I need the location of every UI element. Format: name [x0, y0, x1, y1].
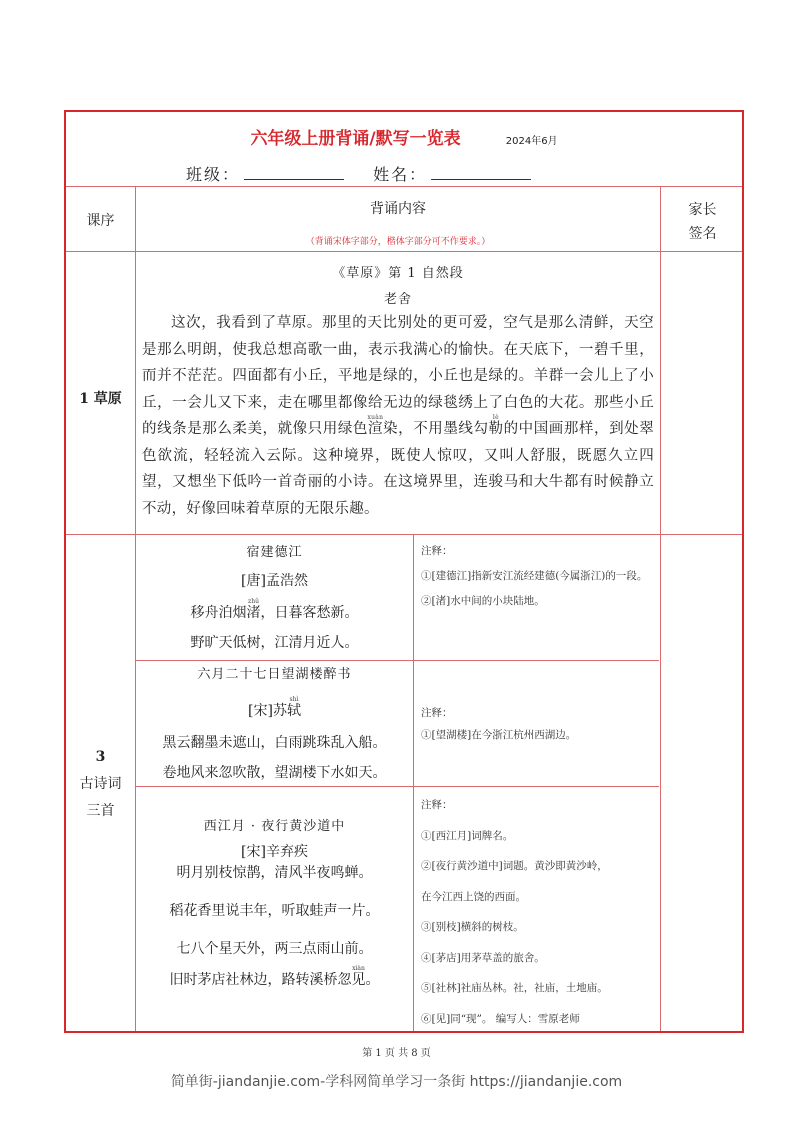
note-item: ①[西江月]词牌名。 — [421, 829, 514, 842]
passage-text — [142, 310, 654, 522]
poem-2-line-2: 卷地风来忽吹散，望湖楼下水如天。 — [162, 765, 387, 781]
passage-part-1: 这次，我看到了草原。那里的天比别处的更可爱，空气是那么清鲜，天空是那么明朗，使我总想高歌一曲，表示我满心的愉快。在天底下，一碧千里，而并不茫茫。四面都有小丘，平地是绿的，小丘也是绿的。羊群一会儿上了小丘，一会儿又下来，走在哪里都像给无边的绿毯绣上了白色的大花。那些小丘的线条是那么柔美，就像只用绿色 — [142, 315, 654, 437]
poem-3-line-2: 稻花香里说丰年，听取蛙声一片。 — [169, 903, 380, 919]
ruby-le: 勒lè — [488, 414, 504, 437]
note-item: ①[望湖楼]在今浙江杭州西湖边。 — [421, 729, 577, 741]
class-blank[interactable] — [244, 165, 344, 180]
poem-1-title: 宿建德江 — [246, 545, 303, 560]
poem-3-title: 西江月 · 夜行黄沙道中 — [203, 819, 346, 834]
column-header-content: 背诵内容 — [370, 201, 426, 217]
passage-part-3: 的中国画那样，到处翠色欲流，轻轻流入云际。这种境界，既使人惊叹，又叫人舒服，既愿久立四望，又想坐下低吟一首奇丽的小诗。在这境界里，连骏马和大牛都有时候静立不动，好像回味着草原的无限乐趣。 — [142, 421, 654, 517]
name-label: 姓名： — [373, 165, 428, 184]
lesson-number: 3 — [95, 749, 106, 765]
note-item: ③[别枝]横斜的树枝。 — [421, 921, 524, 933]
poem-1-notes — [421, 539, 657, 614]
date-label: 2024年6月 — [505, 136, 558, 147]
note-item: 在今江西上饶的西面。 — [421, 890, 526, 903]
poem-1-line-1: 移舟泊烟渚zhǔ，日暮客愁新。 — [190, 598, 359, 621]
divider — [413, 534, 414, 1031]
poem-3 — [136, 815, 413, 992]
divider — [66, 186, 742, 187]
lesson-cell-3 — [66, 744, 135, 825]
passage-part-2: 染，不用墨线勾 — [382, 421, 489, 437]
note-item: ①[建德江]指新安江流经建德(今属浙江)的一段。 — [421, 570, 648, 582]
note-item: ②[渚]水中间的小块陆地。 — [421, 595, 545, 607]
poem-3-line-3: 七八个星天外，两三点雨山前。 — [176, 941, 373, 957]
poem-3-line-4: 旧时茅店社林边，路转溪桥忽见xiàn。 — [169, 965, 380, 988]
note-item: ②[夜行黄沙道中]词题。黄沙即黄沙岭， — [421, 860, 608, 872]
page-title: 六年级上册背诵/默写一览表 — [250, 129, 461, 149]
poem-1 — [136, 540, 413, 656]
divider — [135, 786, 659, 787]
poem-2-title: 六月二十七日望湖楼醉书 — [197, 667, 352, 682]
poem-2-author: [宋]苏轼shì — [248, 696, 301, 719]
divider — [66, 534, 742, 535]
poem-2-line-1: 黑云翻墨未遮山，白雨跳珠乱入船。 — [162, 735, 387, 751]
note-item: ⑥[见]同“现”。 编写人：雪原老师 — [421, 1012, 580, 1025]
signature-label-2: 签名 — [688, 226, 717, 242]
column-header-note: （背诵宋体字部分，楷体字部分可不作要求。） — [305, 237, 491, 247]
notes-label: 注释： — [421, 545, 453, 557]
notes-label: 注释： — [421, 707, 453, 719]
site-watermark[interactable]: 简单街-jiandanjie.com-学科网简单学习一条街 https://jiandanjie.com — [170, 1074, 623, 1090]
recitation-table — [64, 110, 744, 1033]
lesson-title-2: 三首 — [86, 803, 115, 819]
student-info-row — [186, 162, 553, 185]
passage-heading: 《草原》第 1 自然段 — [332, 266, 464, 281]
column-header-lesson: 课序 — [86, 213, 115, 229]
ruby-xuan: 渲xuàn — [367, 414, 384, 437]
poem-3-line-1: 明月别枝惊鹊，清风半夜鸣蝉。 — [176, 865, 373, 881]
note-item: ⑤[社林]社庙丛林。社，社庙，土地庙。 — [421, 982, 608, 994]
divider — [660, 186, 661, 1031]
poem-2 — [136, 662, 413, 786]
poem-2-notes — [421, 702, 657, 746]
passage-author: 老舍 — [383, 292, 412, 307]
poem-1-line-2: 野旷天低树，江清月近人。 — [190, 635, 359, 651]
poem-3-notes — [421, 790, 657, 1034]
divider — [135, 660, 659, 661]
lesson-cell-1: 1 草原 — [79, 391, 122, 407]
name-blank[interactable] — [431, 165, 531, 180]
notes-label: 注释： — [421, 799, 453, 811]
title-row — [66, 124, 742, 149]
class-label: 班级： — [186, 165, 241, 184]
page-number: 第 1 页 共 8 页 — [362, 1048, 431, 1059]
poem-3-author: [宋]辛弃疾 — [241, 844, 308, 860]
column-header-signature — [661, 198, 744, 246]
note-item: ④[茅店]用茅草盖的旅舍。 — [421, 951, 545, 964]
signature-label-1: 家长 — [688, 202, 717, 218]
poem-1-author: [唐]孟浩然 — [241, 573, 308, 589]
divider — [66, 251, 742, 252]
lesson-title-1: 古诗词 — [79, 776, 122, 792]
